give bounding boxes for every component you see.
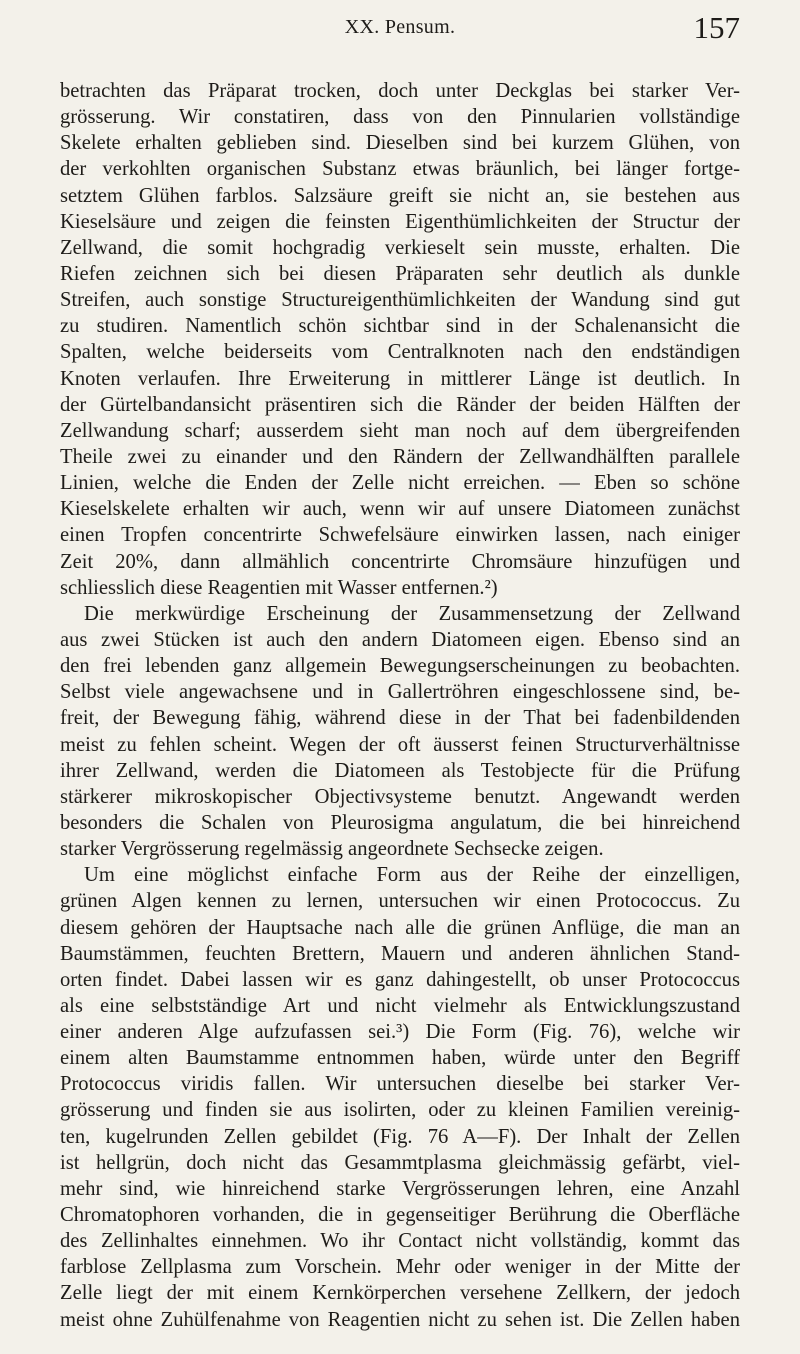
text-line: Theile zwei zu einander und den Rändern der Zellwandhälften parallele	[60, 445, 740, 468]
text-line: der Gürtelbandansicht präsentiren sich die Ränder der beiden Hälften der	[60, 393, 740, 416]
text-line: einem alten Baumstamme entnommen haben, würde unter den Begriff	[60, 1047, 740, 1070]
text-line: Zeit 20%, dann allmählich concentrirte Chromsäure hinzufügen und	[60, 550, 740, 573]
text-line: Baumstämmen, feuchten Brettern, Mauern und anderen ähnlichen Stand-	[60, 942, 740, 965]
text-line: starker Vergrösserung regelmässig angeordnete Sechsecke zeigen.	[60, 838, 604, 861]
text-line: Zellwand, die somit hochgradig verkieselt sein musste, erhalten. Die	[60, 236, 740, 259]
text-line: grünen Algen kennen zu lernen, untersuchen wir einen Protococcus. Zu	[60, 890, 740, 913]
text-line: diesem gehören der Hauptsache nach alle die grünen Anflüge, die man an	[60, 916, 740, 939]
text-line: Linien, welche die Enden der Zelle nicht erreichen. — Eben so schöne	[60, 472, 740, 495]
text-line: ten, kugelrunden Zellen gebildet (Fig. 76 A—F). Der Inhalt der Zellen	[60, 1125, 740, 1148]
text-line: Streifen, auch sonstige Structureigenthümlichkeiten der Wandung sind gut	[60, 289, 740, 312]
text-body	[60, 78, 740, 1333]
text-line: einer anderen Alge aufzufassen sei.³) Die Form (Fig. 76), welche wir	[60, 1021, 740, 1044]
text-line: setztem Glühen farblos. Salzsäure greift sie nicht an, sie bestehen aus	[60, 184, 740, 207]
text-line: zu studiren. Namentlich schön sichtbar sind in der Schalenansicht die	[60, 315, 740, 338]
text-line: als eine selbstständige Art und nicht vielmehr als Entwicklungszustand	[60, 994, 740, 1017]
text-line: Skelete erhalten geblieben sind. Dieselben sind bei kurzem Glühen, von	[60, 132, 740, 155]
text-line: Protococcus viridis fallen. Wir untersuchen dieselbe bei starker Ver-	[60, 1073, 740, 1096]
text-line: orten findet. Dabei lassen wir es ganz dahingestellt, ob unser Protococcus	[60, 968, 740, 991]
running-head: XX. Pensum.	[344, 16, 456, 38]
page-number: 157	[693, 10, 740, 45]
text-line: farblose Zellplasma zum Vorschein. Mehr oder weniger in der Mitte der	[60, 1256, 740, 1279]
text-line: einen Tropfen concentrirte Schwefelsäure einwirken lassen, nach einiger	[60, 524, 740, 547]
text-line: freit, der Bewegung fähig, während diese in der That bei fadenbildenden	[60, 707, 740, 730]
text-line: der verkohlten organischen Substanz etwas bräunlich, bei länger fortge-	[60, 158, 740, 181]
text-line: grösserung und finden sie aus isolirten, oder zu kleinen Familien vereinig-	[60, 1099, 740, 1122]
text-line: Kieselsäure und zeigen die feinsten Eigenthümlichkeiten der Structur der	[60, 210, 740, 233]
text-line: betrachten das Präparat trocken, doch unter Deckglas bei starker Ver-	[60, 80, 740, 102]
text-line: Spalten, welche beiderseits vom Centralknoten nach den endständigen	[60, 341, 740, 364]
text-line: des Zellinhaltes einnehmen. Wo ihr Contact nicht vollständig, kommt das	[60, 1230, 740, 1253]
text-line: besonders die Schalen von Pleurosigma angulatum, die bei hinreichend	[60, 811, 740, 834]
text-line: schliesslich diese Reagentien mit Wasser entfernen.²)	[60, 576, 498, 599]
text-line: Kieselskelete erhalten wir auch, wenn wir auf unsere Diatomeen zunächst	[60, 498, 740, 521]
page-header	[0, 10, 800, 50]
text-line: Riefen zeichnen sich bei diesen Präparaten sehr deutlich als dunkle	[60, 262, 740, 285]
text-line: den frei lebenden ganz allgemein Bewegungserscheinungen zu beobachten.	[60, 655, 740, 678]
text-line: Zelle liegt der mit einem Kernkörperchen versehene Zellkern, der jedoch	[60, 1282, 740, 1305]
text-line: stärkerer mikroskopischer Objectivsysteme benutzt. Angewandt werden	[60, 785, 740, 808]
text-line: mehr sind, wie hinreichend starke Vergrösserungen lehren, eine Anzahl	[60, 1177, 740, 1200]
text-line: Um eine möglichst einfache Form aus der Reihe der einzelligen,	[84, 864, 740, 887]
text-line: Die merkwürdige Erscheinung der Zusammensetzung der Zellwand	[84, 602, 740, 625]
text-line: aus zwei Stücken ist auch den andern Diatomeen eigen. Ebenso sind an	[60, 628, 740, 651]
text-line: meist ohne Zuhülfenahme von Reagentien nicht zu sehen ist. Die Zellen haben	[60, 1308, 740, 1331]
text-line: Selbst viele angewachsene und in Gallertröhren eingeschlossene sind, be-	[60, 681, 740, 704]
text-line: grösserung. Wir constatiren, dass von den Pinnularien vollständige	[60, 106, 740, 129]
text-line: Chromatophoren vorhanden, die in gegenseitiger Berührung die Oberfläche	[60, 1204, 740, 1227]
text-line: Knoten verlaufen. Ihre Erweiterung in mittlerer Länge ist deutlich. In	[60, 367, 740, 390]
text-line: ist hellgrün, doch nicht das Gesammtplasma gleichmässig gefärbt, viel-	[60, 1151, 740, 1174]
text-line: meist zu fehlen scheint. Wegen der oft äusserst feinen Structurverhältnisse	[60, 733, 740, 756]
text-line: Zellwandung scharf; ausserdem sieht man noch auf dem übergreifenden	[60, 419, 740, 442]
text-line: ihrer Zellwand, werden die Diatomeen als Testobjecte für die Prüfung	[60, 759, 740, 782]
